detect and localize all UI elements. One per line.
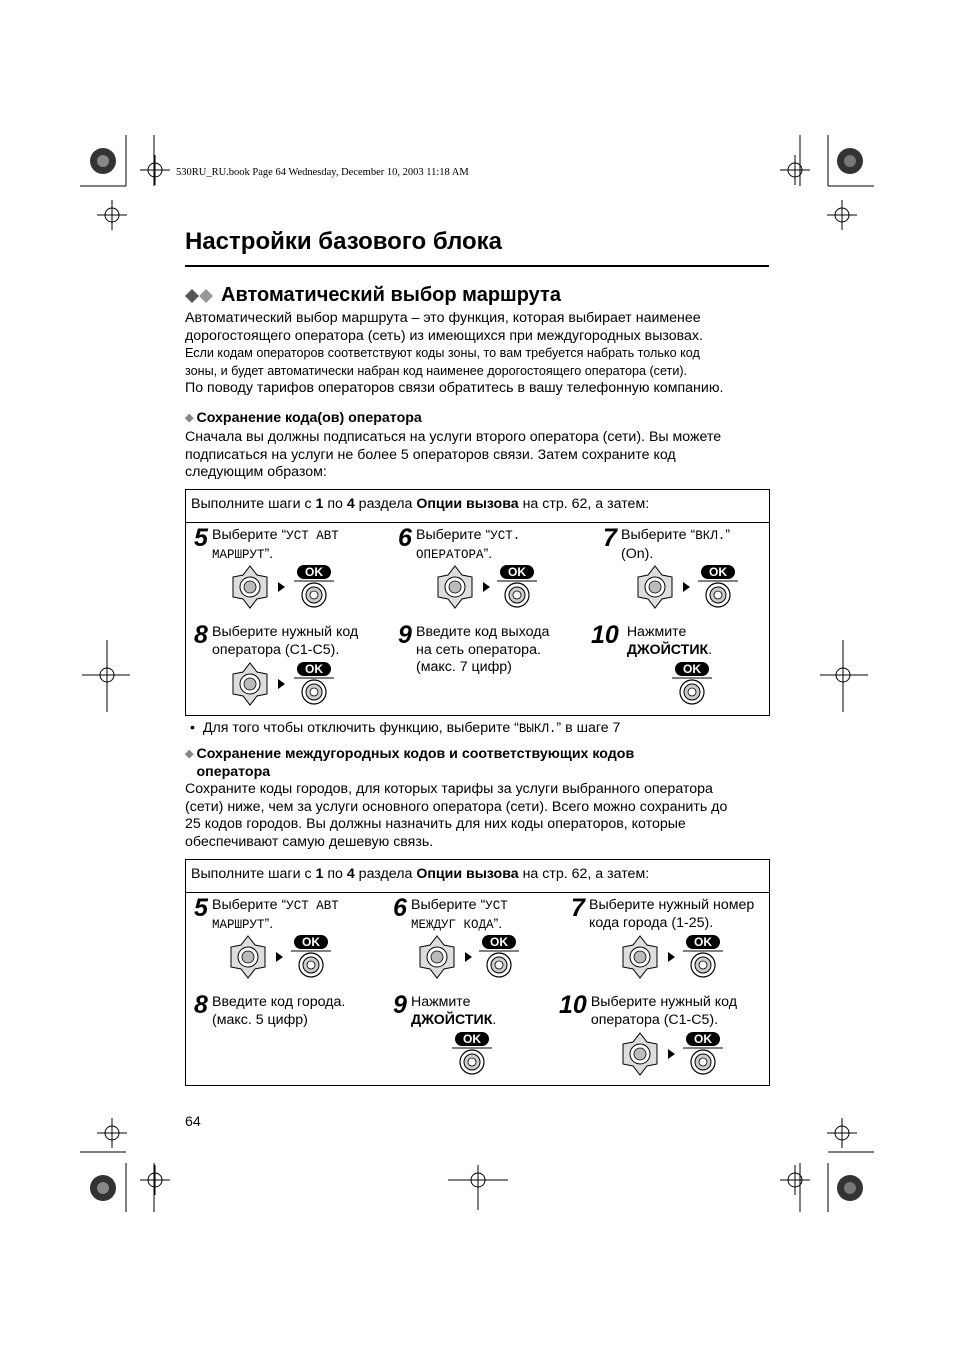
ok-label: OK <box>490 935 508 949</box>
step-number: 7 <box>571 894 585 922</box>
step-text: Нажмите <box>411 994 471 1010</box>
ok-label: OK <box>683 662 701 676</box>
intro-line: Если кодам операторов соответствуют коды зоны, то вам требуется набрать только код <box>185 346 700 360</box>
step-number: 6 <box>398 524 412 552</box>
arrow-right-icon <box>668 952 675 962</box>
ok-button-icon <box>294 662 334 704</box>
section-title: Автоматический выбор маршрута <box>221 284 561 306</box>
step-number: 8 <box>194 621 208 649</box>
text-line: Сохраните коды городов, для которых тарифы за услуги выбранного оператора <box>185 781 713 797</box>
step-ref: 4 <box>346 866 355 882</box>
text-line: следующим образом: <box>185 464 327 480</box>
step-text: оператора (C1-C5). <box>212 641 340 658</box>
diamond-icon: ◆ <box>185 412 194 424</box>
box-header-text: Выполните шаги с <box>191 866 316 882</box>
intro-line: зоны, и будет автоматически набран код наименее дорогостоящего оператора (сети). <box>185 363 688 378</box>
text-line: Сначала вы должны подписаться на услуги второго оператора (сети). Вы можете <box>185 429 722 445</box>
ok-label: OK <box>305 662 323 676</box>
text-line: обеспечивают самую дешевую связь. <box>185 833 434 850</box>
display-text: МАРШРУТ <box>212 917 265 932</box>
ok-button-icon <box>479 935 519 977</box>
joystick-icon <box>623 936 657 978</box>
ok-label: OK <box>463 1032 481 1046</box>
ok-label: OK <box>694 1032 712 1046</box>
menu-ref: Опции вызова <box>416 866 519 882</box>
step-text: ”. <box>264 545 274 562</box>
step-text: Выберите нужный код <box>590 994 738 1010</box>
book-header-line: 530RU_RU.book Page 64 Wednesday, December 10, 2003 11:18 AM <box>176 167 469 178</box>
box-header-text: по <box>323 866 347 882</box>
arrow-right-icon <box>683 582 690 592</box>
step-number: 8 <box>194 991 208 1019</box>
arrow-right-icon <box>483 582 490 592</box>
joystick-icon <box>420 936 454 978</box>
ok-label: OK <box>508 565 526 579</box>
display-text: ВКЛ. <box>695 529 726 543</box>
ok-button-icon <box>683 1032 723 1074</box>
button-name: ДЖОЙСТИК <box>626 641 709 658</box>
ok-button-icon <box>683 935 723 977</box>
ok-label: OK <box>302 935 320 949</box>
display-text: УСТ <box>485 899 508 913</box>
joystick-icon <box>623 1033 657 1075</box>
text-line: подписаться на услуги не более 5 операторов связи. Затем сохраните код <box>185 446 676 463</box>
step-text: . <box>708 641 713 658</box>
page-title: Настройки базового блока <box>185 228 503 255</box>
display-text: УСТ АВТ <box>286 529 339 543</box>
joystick-icon <box>231 936 265 978</box>
box-header-text: по <box>323 496 347 512</box>
arrow-right-icon <box>278 679 285 689</box>
box-header-text: на стр. 62, а затем: <box>518 496 650 512</box>
step-number: 6 <box>393 894 407 922</box>
step-text: (макс. 5 цифр) <box>212 1011 308 1028</box>
step-ref: 1 <box>315 496 324 512</box>
box-header-text: Выполните шаги с <box>191 496 316 512</box>
step-text: на сеть оператора. <box>416 641 541 658</box>
display-text: УСТ АВТ <box>286 899 339 913</box>
display-text: ВЫКЛ. <box>518 722 557 736</box>
display-text: МЕЖДУГ КОДА <box>411 917 494 932</box>
step-text: . <box>492 1011 497 1028</box>
step-text: Введите код выхода <box>416 624 550 640</box>
ok-label: OK <box>709 565 727 579</box>
step-text: Выберите “ <box>416 527 491 543</box>
display-text: МАРШРУТ <box>212 547 265 562</box>
box-header-text: раздела <box>354 496 417 512</box>
note-text: ” в шаге 7 <box>556 720 621 736</box>
step-text: ”. <box>483 545 493 562</box>
step-text: ”. <box>264 915 274 932</box>
step-number: 5 <box>194 894 208 922</box>
box-header-text: раздела <box>354 866 417 882</box>
display-text: УСТ. <box>490 529 521 543</box>
step-text: Выберите нужный код <box>212 624 359 640</box>
page-number: 64 <box>185 1114 201 1130</box>
ok-button-icon <box>294 565 334 607</box>
step-number: 10 <box>559 991 587 1019</box>
bullet-icon: • <box>190 720 195 736</box>
ok-button-icon <box>452 1032 492 1074</box>
step-text: Выберите нужный номер <box>589 897 755 913</box>
ok-label: OK <box>694 935 712 949</box>
arrow-right-icon <box>278 582 285 592</box>
ok-button-icon <box>497 565 537 607</box>
ok-label: OK <box>305 565 323 579</box>
step-number: 7 <box>603 524 617 552</box>
step-text: оператора (C1-C5). <box>590 1011 719 1028</box>
step-text: (макс. 7 цифр) <box>416 659 512 675</box>
intro-line: По поводу тарифов операторов связи обратитесь в вашу телефонную компанию. <box>185 380 724 396</box>
note-text: Для того чтобы отключить функцию, выберите “ <box>202 720 519 736</box>
step-text: ”. <box>493 915 503 932</box>
step-text: Выберите “ <box>212 897 287 913</box>
arrow-right-icon <box>668 1049 675 1059</box>
step-number: 10 <box>591 621 619 649</box>
intro-line: дорогостоящего оператора (сеть) из имеющихся при междугородных вызовах. <box>185 327 703 344</box>
menu-ref: Опции вызова <box>416 496 519 512</box>
step-text: Выберите “ <box>212 527 287 543</box>
ok-button-icon <box>672 662 712 704</box>
arrow-right-icon <box>276 952 283 962</box>
step-text: Введите код города. <box>212 994 346 1010</box>
diamond-icon: ◆ <box>185 748 194 760</box>
joystick-icon <box>638 566 672 608</box>
step-text: Нажмите <box>626 624 687 640</box>
box-header-text: на стр. 62, а затем: <box>518 866 650 882</box>
ok-button-icon <box>698 565 738 607</box>
step-ref: 4 <box>346 496 355 512</box>
subsection-title: Сохранение кода(ов) оператора <box>196 410 422 426</box>
step-text: ” <box>725 527 730 543</box>
subsection-title: Сохранение междугородных кодов и соответствующих кодов <box>196 746 635 762</box>
ok-button-icon <box>291 935 331 977</box>
joystick-icon <box>438 566 472 608</box>
step-text: (On). <box>621 545 654 562</box>
subsection-title: оператора <box>196 763 271 780</box>
step-text: Выберите “ <box>411 897 486 913</box>
arrow-right-icon <box>465 952 472 962</box>
step-text: Выберите “ <box>621 527 696 543</box>
step-text: кода города (1-25). <box>589 914 714 931</box>
step-ref: 1 <box>315 866 324 882</box>
intro-line: Автоматический выбор маршрута – это функция, которая выбирает наименее <box>185 310 701 326</box>
joystick-icon <box>233 663 267 705</box>
step-number: 9 <box>393 991 407 1019</box>
joystick-icon <box>233 566 267 608</box>
button-name: ДЖОЙСТИК <box>411 1011 493 1028</box>
text-line: (сети) ниже, чем за услуги основного оператора (сети). Всего можно сохранить до <box>185 798 728 815</box>
step-number: 9 <box>398 621 412 649</box>
step-number: 5 <box>194 524 208 552</box>
text-line: 25 кодов городов. Вы должны назначить для них коды операторов, которые <box>185 816 686 832</box>
display-text: ОПЕРАТОРА <box>416 547 484 562</box>
